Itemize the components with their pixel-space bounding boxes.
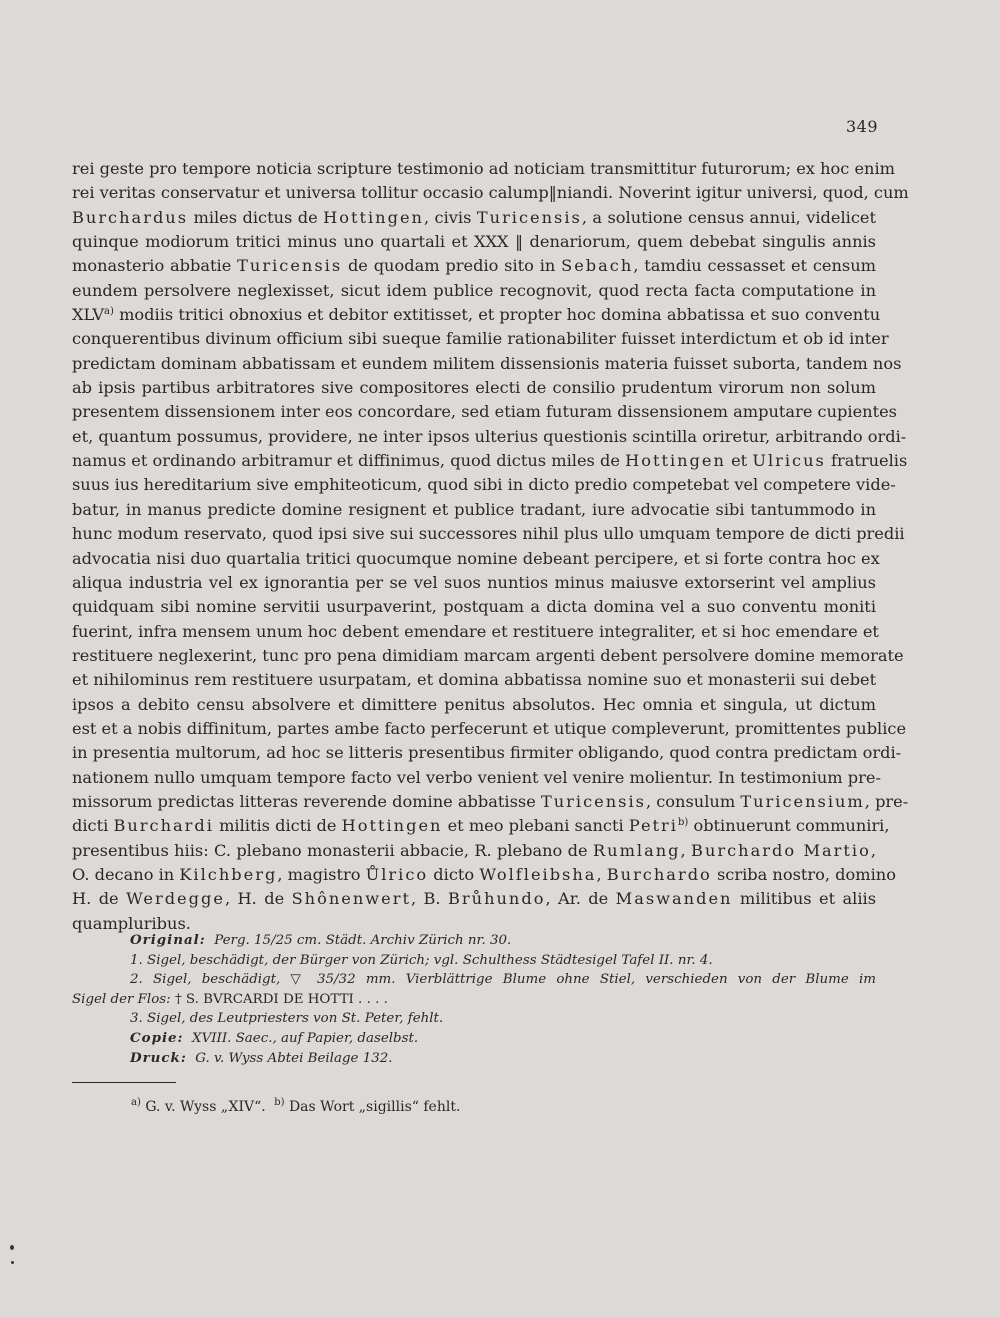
note-seal-3: 3. Sigel, des Leutpriesters von St. Peter, fehlt. <box>130 1011 444 1027</box>
text-run: , H. de <box>224 889 292 909</box>
footnote-b <box>274 1099 460 1115</box>
text-run: miles dictus de <box>188 207 324 227</box>
text-run: ipsos a debito censu absolvere et dimittere penitus absolutos. Hec omnia et singula, ut dictum <box>72 694 876 714</box>
text-line <box>72 303 881 327</box>
text-line <box>72 376 876 400</box>
text-line <box>72 522 905 546</box>
scan-speck <box>11 1261 14 1264</box>
note-original <box>72 931 876 951</box>
proper-name: Werdegge <box>126 889 225 909</box>
footnote-ref: b) <box>677 817 689 829</box>
footnote-text: Das Wort „sigillis“ fehlt. <box>288 1099 461 1115</box>
text-run: obtinuerunt communiri, <box>688 816 890 836</box>
text-run: quinque modiorum tritici minus uno quartali et XXX ‖ denariorum, quem debebat singulis annis <box>72 232 876 252</box>
footnote-a <box>131 1099 266 1115</box>
text-line <box>72 352 902 376</box>
footnotes <box>131 1099 460 1115</box>
text-run: quampluribus. <box>72 913 191 933</box>
footnote-mark: a) <box>131 1097 141 1108</box>
note-label: Original: <box>130 932 206 948</box>
text-run: dicti <box>72 816 114 836</box>
footnote-text: G. v. Wyss „XIV“. <box>145 1099 266 1115</box>
text-line <box>72 400 897 424</box>
text-line <box>72 814 890 838</box>
proper-name: Hottingen <box>341 816 443 836</box>
text-run: et nihilominus rem restituere usurpatam, et domina abbatissa nomine suo et monasterii sui debet <box>72 670 877 690</box>
text-run: , consulum <box>645 791 741 811</box>
note-label: Copie: <box>130 1029 184 1046</box>
text-run: fratruelis <box>825 451 908 471</box>
text-line <box>72 644 904 668</box>
critical-apparatus <box>72 931 876 1068</box>
seal-legend: † S. BVRCARDI DE HOTTI . . . . <box>174 991 388 1007</box>
proper-name: Burchardi <box>113 816 214 836</box>
text-line <box>72 595 876 619</box>
text-run: fuerint, infra mensem unum hoc debent emendare et restituere integraliter, et si hoc emendare et <box>72 621 879 641</box>
text-line <box>72 327 889 351</box>
text-run: presentibus hiis: C. plebano monasterii abbacie, R. plebano de <box>72 840 593 860</box>
text-line <box>72 498 876 522</box>
text-run: , magistro <box>277 864 366 884</box>
proper-name: Sebach <box>561 256 634 276</box>
proper-name: Turicensis <box>476 207 582 227</box>
text-line <box>72 449 908 473</box>
note-copie <box>72 1029 876 1049</box>
text-run: de quodam predio sito in <box>342 256 562 276</box>
text-run: militis dicti de <box>213 816 342 836</box>
proper-name: Turicensium <box>740 791 865 811</box>
text-run: conquerentibus divinum officium sibi sueque familie rationabiliter fuisset interdictum et ob id inter <box>72 329 889 349</box>
proper-name: Wolfleibsha <box>479 864 597 884</box>
text-run: hunc modum reservato, quod ipsi sive sui successores nihil plus ullo umquam tempore de dicti predii <box>72 524 905 544</box>
note-text: Sigel der Flos: <box>72 991 171 1007</box>
text-line <box>72 668 876 692</box>
note-seal-2-cont <box>72 990 876 1010</box>
proper-name: Turicensis <box>540 791 646 811</box>
text-run: quidquam sibi nomine servitii usurpaverint, postquam a dicta domina vel a suo conventu moniti <box>72 597 876 617</box>
text-line <box>72 620 879 644</box>
text-line <box>72 887 876 911</box>
text-run: rei veritas conservatur et universa tollitur occasio calump‖niandi. Noverint igitur universi, quod, cum <box>72 183 909 203</box>
text-run: presentem dissensionem inter eos concordare, sed etiam futuram dissensionem amputare cupientes <box>72 402 897 422</box>
text-run: batur, in manus predicte domine resignent et publice tradant, iure advocatie sibi tantummodo in <box>72 499 876 519</box>
text-run: aliqua industria vel ex ignorantia per se vel suos nuntios minus maiusve extorserint vel amplius <box>72 572 876 592</box>
proper-name: Brůhundo <box>448 889 546 909</box>
text-run: militibus et aliis <box>732 889 876 909</box>
text-run: suus ius hereditarium sive emphiteoticum, quod sibi in dicto predio competebat vel competere vide- <box>72 475 896 495</box>
scan-speck <box>10 1245 14 1250</box>
text-line <box>72 766 881 790</box>
text-run: , pre- <box>864 791 909 811</box>
text-line <box>72 181 909 205</box>
note-seal-2: 2. Sigel, beschädigt, ▽ 35/32 mm. Vierblättrige Blume ohne Stiel, verschieden von der Blume im <box>130 972 876 988</box>
text-run: dicto <box>428 864 480 884</box>
proper-name: Shônenwert <box>291 889 411 909</box>
text-run: predictam dominam abbatissam et eundem militem dissensionis materia fuisset suborta, tandem nos <box>72 353 902 373</box>
proper-name: Ulricus <box>752 451 826 471</box>
footnote-mark: b) <box>274 1097 285 1108</box>
text-line <box>72 741 902 765</box>
text-run: , B. <box>410 889 449 909</box>
text-run: , <box>596 864 607 884</box>
text-run: , civis <box>423 207 477 227</box>
proper-name: Hottingen <box>323 207 424 227</box>
note-druck <box>72 1049 876 1069</box>
text-line <box>72 157 895 181</box>
page-number: 349 <box>845 117 878 136</box>
text-run: , a solutione census annui, videlicet <box>581 207 876 227</box>
note-text: XVIII. Saec., auf Papier, daselbst. <box>192 1030 419 1046</box>
text-line <box>72 717 907 741</box>
footnote-ref: a) <box>104 306 114 318</box>
text-run: restituere neglexerint, tunc pro pena dimidiam marcam argenti debent persolvere domine memorate <box>72 645 904 665</box>
text-run: H. de <box>72 889 127 909</box>
text-run: et, quantum possumus, providere, ne inter ipsos ulterius questionis scintilla oriretur, arbitrando ordi- <box>72 426 907 446</box>
text-line <box>72 425 907 449</box>
proper-name: Turicensis <box>237 256 343 276</box>
text-run: , Ar. de <box>545 889 616 909</box>
text-run: missorum predictas litteras reverende domine abbatisse <box>72 791 541 811</box>
text-run: ab ipsis partibus arbitratores sive compositores electi de consilio prudentum virorum non solum <box>72 378 876 398</box>
proper-name: Kilchberg <box>179 864 278 884</box>
text-line <box>72 206 876 230</box>
text-run: et <box>725 451 753 471</box>
text-run: rei geste pro tempore noticia scripture testimonio ad noticiam transmittitur futurorum; ex hoc enim <box>72 159 895 178</box>
text-run: XLV <box>72 305 105 325</box>
text-run: O. decano in <box>72 864 180 884</box>
text-line <box>72 279 876 303</box>
note-seal-1: 1. Sigel, beschädigt, der Bürger von Zürich; vgl. Schulthess Städtesigel Tafel II. nr. 4. <box>130 952 713 968</box>
text-run: et meo plebani sancti <box>442 816 629 836</box>
text-run: in presentia multorum, ad hoc se litteris presentibus firmiter obligando, quod contra predictam ordi- <box>72 743 902 763</box>
proper-name: Burchardus <box>72 207 189 227</box>
text-line <box>72 571 876 595</box>
proper-name: Maswanden <box>615 889 733 909</box>
text-run: eundem persolvere neglexisset, sicut idem publice recognovit, quod recta facta computatione in <box>72 280 876 300</box>
footnote-divider <box>72 1082 176 1083</box>
text-line <box>72 230 876 254</box>
proper-name: Hottingen <box>625 451 726 471</box>
text-run: , tamdiu cessasset et censum <box>633 256 876 276</box>
text-line <box>72 473 896 497</box>
proper-name: Burchardo <box>606 864 712 884</box>
proper-name: Ůlrico <box>365 864 429 884</box>
text-line <box>72 254 876 278</box>
text-line <box>72 863 896 887</box>
text-run: namus et ordinando arbitramur et diffinimus, quod dictus miles de <box>72 451 626 471</box>
text-run: est et a nobis diffinitum, partes ambe facto perfecerunt et utique compleverunt, promittentes publice <box>72 718 907 738</box>
text-run: scriba nostro, domino <box>711 864 896 884</box>
proper-name: Petri <box>628 816 678 836</box>
text-run: nationem nullo umquam tempore facto vel verbo venient vel venire molientur. In testimonium pre- <box>72 767 881 787</box>
note-label: Druck: <box>130 1049 187 1066</box>
text-line <box>72 790 909 814</box>
charter-text <box>72 157 909 936</box>
note-text: G. v. Wyss Abtei Beilage 132. <box>195 1050 393 1066</box>
text-run: , <box>870 840 876 860</box>
text-run: monasterio abbatie <box>72 256 238 276</box>
text-line <box>72 839 876 863</box>
text-line <box>72 547 880 571</box>
note-text: Perg. 15/25 cm. Städt. Archiv Zürich nr. 30. <box>214 933 512 948</box>
text-run: modiis tritici obnoxius et debitor extitisset, et propter hoc domina abbatissa et suo conventu <box>113 305 881 325</box>
text-line <box>72 693 876 717</box>
proper-name: Rumlang <box>592 840 681 860</box>
text-run: , <box>680 840 692 860</box>
text-run: advocatia nisi duo quartalia tritici quocumque nomine debeant percipere, et si forte contra hoc ex <box>72 548 880 568</box>
proper-name: Burchardo Martio <box>691 840 871 860</box>
